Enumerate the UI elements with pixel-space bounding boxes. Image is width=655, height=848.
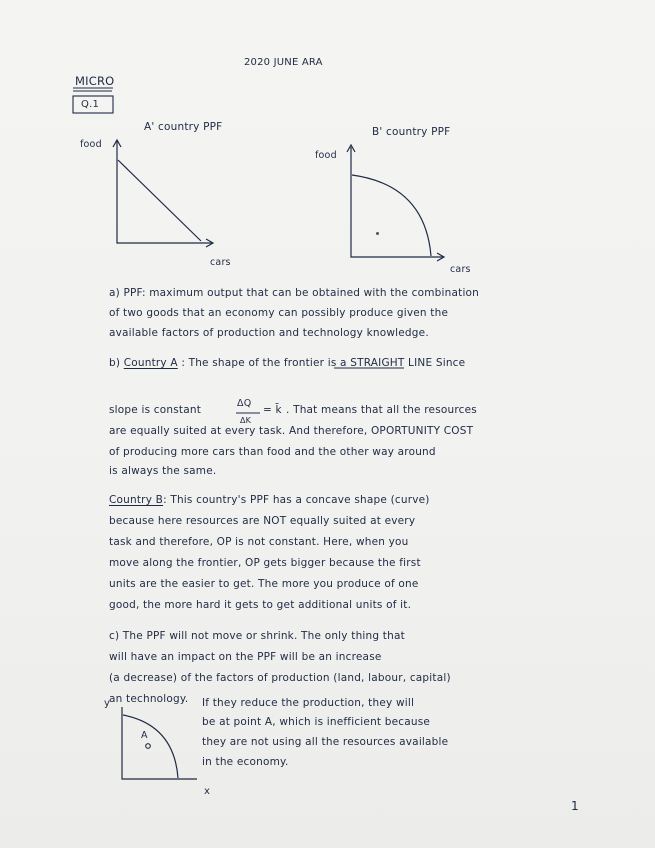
- graph-c-point-label: A: [141, 730, 148, 741]
- part-b-line-2-prefix: slope is constant: [109, 404, 202, 416]
- part-b2-line-4: move along the frontier, OP gets bigger because the first: [109, 557, 421, 569]
- part-c-line: c) The PPF will not move or shrink. The only thing that: [109, 630, 405, 642]
- part-c-line: will have an impact on the PPF will be an increase: [109, 651, 382, 663]
- subject-label: MICRO: [75, 74, 115, 88]
- part-b2-line-3: task and therefore, OP is not constant. Here, when you: [109, 536, 409, 548]
- fraction-denominator: ΔK: [240, 416, 252, 425]
- part-b-line1-end: Since: [435, 357, 466, 369]
- part-c-line: (a decrease) of the factors of production (land, labour, capital): [109, 672, 451, 684]
- part-a-line: available factors of production and technology knowledge.: [109, 327, 429, 339]
- part-b2-line-5: units are the easier to get. The more you produce of one: [109, 578, 419, 590]
- equals-constant: = k̄: [263, 404, 282, 416]
- part-c-note-line: in the economy.: [202, 756, 289, 768]
- part-b-line1-mid: : The shape of the frontier is a: [181, 357, 347, 369]
- part-c-line: an technology.: [109, 693, 189, 705]
- country-b-label: Country B: [109, 494, 164, 506]
- question-number: Q.1: [81, 99, 100, 110]
- graph-b-ppf-curve: [352, 175, 431, 256]
- part-b-line-4: of producing more cars than food and the other way around: [109, 446, 436, 458]
- part-b-line-1: [109, 357, 465, 369]
- micro-underline: [73, 88, 113, 91]
- part-c-note-line: be at point A, which is inefficient because: [202, 716, 431, 728]
- graph-a-ppf-line: [118, 160, 201, 241]
- graph-a-title: A' country PPF: [144, 121, 223, 133]
- graph-b-x-label: cars: [450, 264, 471, 275]
- graph-a-axes: [117, 141, 212, 243]
- graph-c-y-label: y: [104, 698, 111, 709]
- part-b2-line-1: [109, 494, 430, 506]
- graph-b-title: B' country PPF: [372, 126, 451, 138]
- part-b-line-5: is always the same.: [109, 465, 217, 477]
- part-b2-line1-rest: : This country's PPF has a concave shape (curve): [163, 494, 430, 506]
- graph-a-y-label: food: [80, 139, 102, 150]
- part-b-prefix: b): [109, 357, 121, 369]
- part-b2-line-2: because here resources are NOT equally suited at every: [109, 515, 416, 527]
- part-b-line-3: are equally suited at every task. And therefore, OPORTUNITY COST: [109, 425, 474, 437]
- part-c-note-line: If they reduce the production, they will: [202, 697, 415, 709]
- part-a-line: a) PPF: maximum output that can be obtained with the combination: [109, 287, 480, 299]
- graph-c-point-a: [146, 744, 151, 749]
- graph-b-dot: [376, 232, 379, 235]
- part-b2-line-6: good, the more hard it gets to get additional units of it.: [109, 599, 412, 611]
- part-a-line: of two goods that an economy can possibly produce given the: [109, 307, 449, 319]
- graph-c-x-label: x: [204, 786, 211, 797]
- graph-a-x-label: cars: [210, 257, 231, 268]
- page-number: 1: [571, 799, 579, 813]
- graph-b-y-label: food: [315, 150, 337, 161]
- straight-line-text: STRAIGHT LINE: [350, 357, 433, 369]
- page-title: 2020 JUNE ARA: [244, 57, 323, 68]
- part-b-line-2-end: . That means that all the resources: [286, 404, 477, 416]
- fraction-numerator: ΔQ: [237, 398, 252, 409]
- part-c-note-line: they are not using all the resources available: [202, 736, 449, 748]
- country-a-label: Country A: [123, 357, 178, 369]
